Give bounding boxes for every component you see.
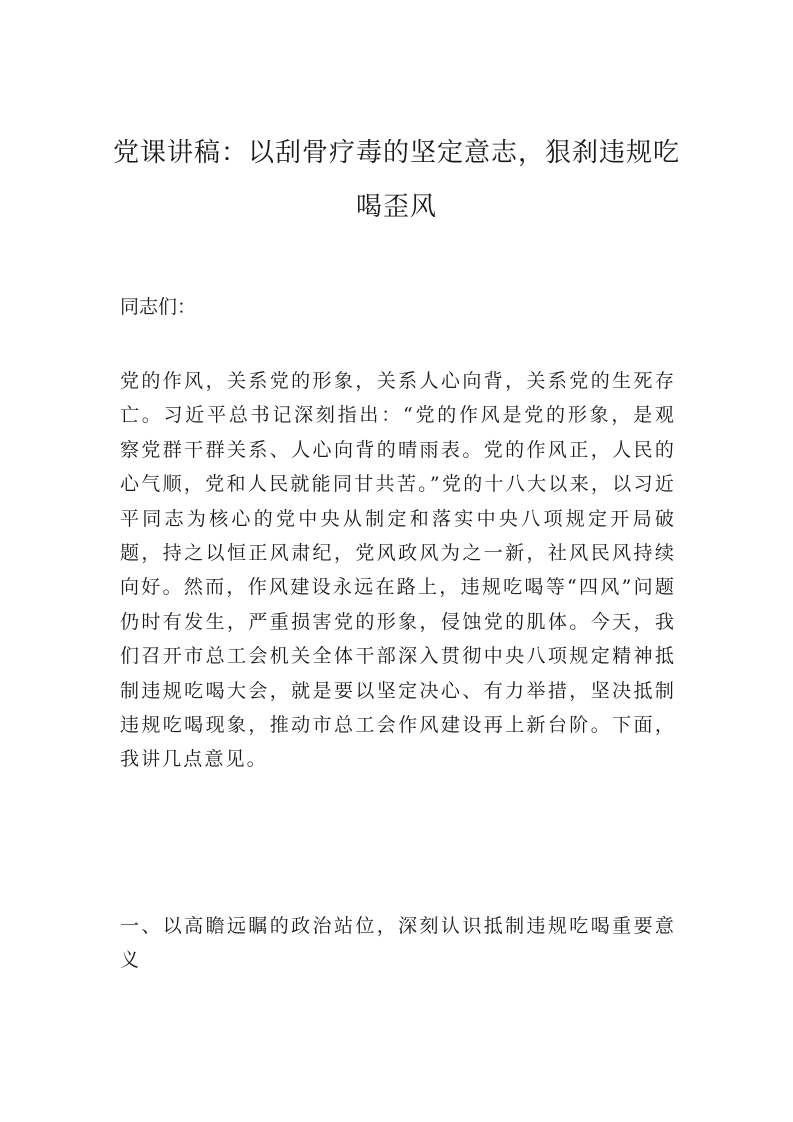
- body-paragraph: 党的作风，关系党的形象，关系人心向背，关系党的生死存亡。习近平总书记深刻指出：“党的作风是党的形象，是观察党群干群关系、人心向背的晴雨表。党的作风正，人民的心气顺，党和人民就能同甘共苦。”党的十八大以来，以习近平同志为核心的党中央从制定和落实中央八项规定开局破题，持之以恒正风肃纪，党风政风为之一新，社风民风持续向好。然而，作风建设永远在路上，违规吃喝等“四风”问题仍时有发生，严重损害党的形象，侵蚀党的肌体。今天，我们召开市总工会机关全体干部深入贯彻中央八项规定精神抵制违规吃喝大会，就是要以坚定决心、有力举措，坚决抵制违规吃喝现象，推动市总工会作风建设再上新台阶。下面，我讲几点意见。: [120, 370, 676, 771]
- salutation: 同志们：: [120, 296, 197, 318]
- document-title: 党课讲稿：以刮骨疗毒的坚定意志，狠刹违规吃喝歪风: [112, 138, 680, 222]
- section-heading: 一、以高瞻远瞩的政治站位，深刻认识抵制违规吃喝重要意义: [120, 915, 676, 972]
